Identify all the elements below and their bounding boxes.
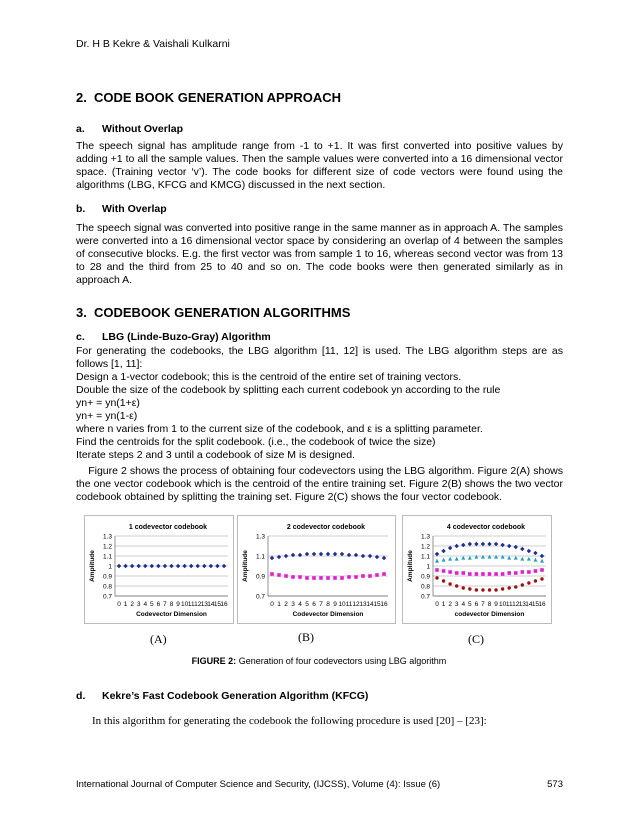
data-point-diamond xyxy=(189,564,193,568)
data-point-square xyxy=(291,575,295,579)
subsection-title: With Overlap xyxy=(102,203,167,215)
y-axis-label: Amplitude xyxy=(89,550,96,582)
y-tick-label: 1.1 xyxy=(255,553,265,561)
data-point-diamond xyxy=(319,552,323,556)
data-point-square xyxy=(540,568,544,572)
data-point-square xyxy=(319,576,323,580)
chart-title: 2 codevector codebook xyxy=(286,524,366,531)
section-2-heading xyxy=(76,90,341,105)
data-point-triangle xyxy=(435,559,439,563)
data-point-diamond xyxy=(209,564,213,568)
data-point-diamond xyxy=(196,564,200,568)
subsection-label: d. xyxy=(76,690,86,702)
data-point-square xyxy=(382,572,386,576)
data-point-diamond xyxy=(222,564,226,568)
caption-text: Generation of four codevectors using LBG algorithm xyxy=(236,656,447,666)
subsection-label: a. xyxy=(76,123,85,135)
x-tick-label: 15 xyxy=(373,601,381,608)
x-tick-label: 2 xyxy=(130,601,134,608)
data-point-circle xyxy=(494,588,497,591)
subsection-title: Kekre’s Fast Codebook Generation Algorithm (KFCG) xyxy=(102,690,369,702)
data-point-diamond xyxy=(520,547,524,551)
data-point-diamond xyxy=(481,542,485,546)
x-tick-label: 12 xyxy=(512,601,520,608)
x-tick-label: 7 xyxy=(163,601,167,608)
data-point-square xyxy=(494,572,498,576)
figure-description-paragraph: Figure 2 shows the process of obtaining four codevectors using the LBG algorithm. Figure 2(A) shows the one vector codebook which is the centroid of the entire training set. Figure 2(B) shows the two vector codebook obtained by splitting the training set. Figure 2(C) shows the four vector codebook. xyxy=(76,465,566,503)
data-point-diamond xyxy=(441,549,445,553)
data-point-diamond xyxy=(382,556,386,560)
data-point-diamond xyxy=(454,544,458,548)
y-tick-label: 0.8 xyxy=(420,583,430,591)
figure-caption xyxy=(0,656,638,666)
data-point-diamond xyxy=(527,549,531,553)
data-point-square xyxy=(448,570,452,574)
data-point-diamond xyxy=(340,552,344,556)
data-point-triangle xyxy=(488,555,492,559)
y-tick-label: 0.7 xyxy=(255,593,265,601)
chart-1-codevector xyxy=(85,516,233,623)
data-point-diamond xyxy=(156,564,160,568)
data-point-square xyxy=(277,573,281,577)
section-3c-paragraph: For generating the codebooks, the LBG algorithm [11, 12] is used. The LBG algorithm steps are as follows [1, 11]: xyxy=(76,345,563,370)
data-point-square xyxy=(312,576,316,580)
figure-label-c: (C) xyxy=(468,632,484,646)
data-point-triangle xyxy=(533,558,537,562)
x-tick-label: 4 xyxy=(298,601,302,608)
data-point-diamond xyxy=(284,554,288,558)
data-point-diamond xyxy=(533,551,537,555)
x-tick-label: 9 xyxy=(494,601,498,608)
data-point-diamond xyxy=(202,564,206,568)
data-point-square xyxy=(347,575,351,579)
y-tick-label: 1.2 xyxy=(420,543,430,551)
y-tick-label: 0.7 xyxy=(420,593,430,601)
data-point-circle xyxy=(521,583,524,586)
data-point-triangle xyxy=(494,555,498,559)
data-point-square xyxy=(270,572,274,576)
x-tick-label: 7 xyxy=(319,601,323,608)
section-2b-paragraph: The speech signal was converted into positive range in the same manner as in approach A. The samples were converted into a 16 dimensional vector space by considering an overlap of 4 between the samples of consecutive blocks. E.g. the first vector was from sample 1 to 16, whereas second vector was from 13 to 28 and the third from 25 to 40 and so on. The code books were then generated similarly as in approach A. xyxy=(76,222,563,286)
data-point-diamond xyxy=(123,564,127,568)
data-point-triangle xyxy=(481,555,485,559)
data-point-triangle xyxy=(520,557,524,561)
x-tick-label: 16 xyxy=(538,601,546,608)
x-tick-label: 1 xyxy=(123,601,128,608)
y-tick-label: 1.3 xyxy=(102,533,112,541)
data-point-circle xyxy=(448,582,451,585)
data-point-square xyxy=(340,576,344,580)
data-point-square xyxy=(534,569,538,573)
x-tick-label: 11 xyxy=(505,601,513,608)
chart-2-codevector xyxy=(238,516,395,623)
subsection-label: b. xyxy=(76,203,86,215)
y-tick-label: 1 xyxy=(108,563,112,571)
y-tick-label: 0.7 xyxy=(102,593,112,601)
algorithm-step: Double the size of the codebook by splitting each current codebook yn according to the rule xyxy=(76,384,501,396)
subsection-title: Without Overlap xyxy=(102,123,183,135)
data-point-diamond xyxy=(500,543,504,547)
data-point-diamond xyxy=(435,552,439,556)
data-point-diamond xyxy=(361,554,365,558)
data-point-triangle xyxy=(514,556,518,560)
subsection-2b-heading xyxy=(76,203,167,215)
x-tick-label: 10 xyxy=(499,601,507,608)
figure-label-b: (B) xyxy=(298,630,314,644)
data-point-diamond xyxy=(514,545,518,549)
x-tick-label: 3 xyxy=(454,601,459,608)
algorithm-step: yn+ = yn(1-ε) xyxy=(76,410,138,422)
x-tick-label: 8 xyxy=(169,601,174,608)
x-tick-label: 13 xyxy=(359,601,367,608)
data-point-diamond xyxy=(130,564,134,568)
y-tick-label: 0.9 xyxy=(255,573,265,581)
data-point-diamond xyxy=(136,564,140,568)
section-title: CODEBOOK GENERATION ALGORITHMS xyxy=(94,305,351,320)
data-point-triangle xyxy=(527,557,531,561)
x-tick-label: 3 xyxy=(136,601,141,608)
x-tick-label: 9 xyxy=(176,601,180,608)
y-tick-label: 1.2 xyxy=(102,543,112,551)
data-point-diamond xyxy=(143,564,147,568)
x-tick-label: 14 xyxy=(525,601,533,608)
data-point-diamond xyxy=(494,542,498,546)
x-tick-label: 3 xyxy=(291,601,295,608)
data-point-circle xyxy=(462,586,465,589)
algorithm-step: Find the centroids for the split codebook. (i.e., the codebook of twice the size) xyxy=(76,436,436,448)
x-tick-label: 7 xyxy=(481,601,485,608)
data-point-triangle xyxy=(461,556,465,560)
data-point-square xyxy=(507,571,511,575)
figure-2b-chart xyxy=(237,515,396,624)
data-point-circle xyxy=(435,576,438,579)
x-tick-label: 1 xyxy=(277,601,281,608)
data-point-circle xyxy=(442,579,445,582)
caption-label: FIGURE 2: xyxy=(191,656,237,666)
data-point-square xyxy=(298,575,302,579)
data-point-triangle xyxy=(455,557,459,561)
page-number: 573 xyxy=(547,779,563,790)
x-tick-label: 14 xyxy=(366,601,374,608)
y-tick-label: 0.9 xyxy=(102,573,112,581)
data-point-diamond xyxy=(468,542,472,546)
data-point-diamond xyxy=(540,554,544,558)
data-point-triangle xyxy=(448,557,452,561)
x-tick-label: 8 xyxy=(326,601,330,608)
data-point-diamond xyxy=(375,555,379,559)
x-tick-label: 5 xyxy=(468,601,472,608)
x-tick-label: 2 xyxy=(448,601,452,608)
data-point-square xyxy=(481,572,485,576)
data-point-circle xyxy=(455,584,458,587)
x-tick-label: 5 xyxy=(150,601,154,608)
data-point-square xyxy=(488,572,492,576)
chart-title: 4 codevector codebook xyxy=(446,524,526,531)
section-number: 3. xyxy=(76,305,87,320)
y-tick-label: 1.3 xyxy=(255,533,265,541)
data-point-triangle xyxy=(501,555,505,559)
subsection-3c-heading xyxy=(76,331,271,343)
x-tick-label: 5 xyxy=(305,601,309,608)
x-tick-label: 15 xyxy=(213,601,222,608)
chart-4-codevector xyxy=(403,516,551,623)
section-3-heading xyxy=(76,305,350,320)
data-point-circle xyxy=(527,581,530,584)
data-point-square xyxy=(375,573,379,577)
chart-title: 1 codevector codebook xyxy=(128,524,208,531)
x-tick-label: 11 xyxy=(187,601,195,608)
x-tick-label: 14 xyxy=(207,601,215,608)
x-tick-label: 4 xyxy=(143,601,148,608)
data-point-square xyxy=(368,574,372,578)
data-point-square xyxy=(527,570,531,574)
data-point-circle xyxy=(507,586,510,589)
y-tick-label: 1.1 xyxy=(420,553,430,561)
algorithm-step: Design a 1-vector codebook; this is the centroid of the entire set of training vectors. xyxy=(76,371,462,383)
subsection-2a-heading xyxy=(76,123,183,135)
data-point-square xyxy=(333,576,337,580)
data-point-diamond xyxy=(347,553,351,557)
figure-2a-chart xyxy=(84,515,234,624)
x-tick-label: 1 xyxy=(441,601,446,608)
data-point-square xyxy=(461,571,465,575)
data-point-triangle xyxy=(540,559,544,563)
x-tick-label: 4 xyxy=(461,601,466,608)
subsection-label: c. xyxy=(76,331,85,343)
data-point-diamond xyxy=(176,564,180,568)
x-tick-label: 9 xyxy=(333,601,337,608)
algorithm-step: Iterate steps 2 and 3 until a codebook of size M is designed. xyxy=(76,449,356,461)
x-tick-label: 2 xyxy=(284,601,288,608)
subsection-3d-heading xyxy=(76,690,368,702)
data-point-square xyxy=(514,571,518,575)
data-point-circle xyxy=(534,579,537,582)
x-tick-label: 0 xyxy=(117,601,121,608)
data-point-triangle xyxy=(442,558,446,562)
data-point-square xyxy=(442,569,446,573)
x-tick-label: 11 xyxy=(345,601,353,608)
data-point-square xyxy=(361,574,365,578)
data-point-diamond xyxy=(270,556,274,560)
y-tick-label: 1.1 xyxy=(102,553,112,561)
x-tick-label: 12 xyxy=(352,601,360,608)
data-point-diamond xyxy=(117,564,121,568)
running-header: Dr. H B Kekre & Vaishali Kulkarni xyxy=(76,38,230,50)
y-tick-label: 1.3 xyxy=(420,533,430,541)
x-tick-label: 13 xyxy=(518,601,526,608)
data-point-square xyxy=(455,571,459,575)
data-point-diamond xyxy=(368,554,372,558)
data-point-circle xyxy=(468,587,471,590)
algorithm-steps xyxy=(76,371,563,462)
section-title: CODE BOOK GENERATION APPROACH xyxy=(94,90,342,105)
data-point-diamond xyxy=(354,553,358,557)
y-tick-label: 0.9 xyxy=(420,573,430,581)
data-point-diamond xyxy=(333,552,337,556)
data-point-diamond xyxy=(277,555,281,559)
data-point-circle xyxy=(540,577,543,580)
section-2a-paragraph: The speech signal has amplitude range from -1 to +1. It was first converted into positive values by adding +1 to all the sample values. Then the sample values were converted into a 16 dimensional vector space. (Training vector ‘v’). The code books for different size of code vectors were found using the algorithms (LBG, KFCG and KMCG) discussed in the next section. xyxy=(76,140,563,191)
data-point-circle xyxy=(514,585,517,588)
page-footer xyxy=(76,779,563,790)
data-point-triangle xyxy=(468,556,472,560)
algorithm-step: where n varies from 1 to the current size of the codebook, and ε is a splitting parameter. xyxy=(76,423,483,435)
data-point-circle xyxy=(501,587,504,590)
data-point-circle xyxy=(488,588,491,591)
x-axis-label: Codevector Dimension xyxy=(292,611,364,618)
data-point-diamond xyxy=(474,542,478,546)
x-axis-label: Codevector Dimension xyxy=(136,611,207,618)
data-point-square xyxy=(284,574,288,578)
data-point-square xyxy=(305,576,309,580)
x-tick-label: 0 xyxy=(435,601,439,608)
x-tick-label: 16 xyxy=(380,601,388,608)
data-point-diamond xyxy=(312,552,316,556)
x-tick-label: 6 xyxy=(312,601,316,608)
figure-2c-chart xyxy=(402,515,552,624)
data-point-diamond xyxy=(326,552,330,556)
data-point-square xyxy=(326,576,330,580)
data-point-diamond xyxy=(305,552,309,556)
data-point-triangle xyxy=(474,555,478,559)
y-axis-label: Amplitude xyxy=(242,550,249,582)
data-point-diamond xyxy=(150,564,154,568)
x-tick-label: 12 xyxy=(194,601,202,608)
footer-journal: International Journal of Computer Science and Security, (IJCSS), Volume (4): Issue (6) xyxy=(76,779,441,790)
data-point-triangle xyxy=(507,556,511,560)
x-tick-label: 0 xyxy=(270,601,274,608)
x-tick-label: 6 xyxy=(474,601,479,608)
data-point-diamond xyxy=(507,544,511,548)
x-tick-label: 8 xyxy=(487,601,492,608)
x-tick-label: 15 xyxy=(531,601,540,608)
y-axis-label: Amplitude xyxy=(407,550,414,582)
data-point-diamond xyxy=(448,546,452,550)
x-tick-label: 13 xyxy=(200,601,208,608)
data-point-diamond xyxy=(163,564,167,568)
x-tick-label: 10 xyxy=(338,601,346,608)
data-point-square xyxy=(501,572,505,576)
data-point-circle xyxy=(475,588,478,591)
algorithm-step: yn+ = yn(1+ε) xyxy=(76,397,140,409)
x-tick-label: 16 xyxy=(220,601,228,608)
data-point-square xyxy=(468,572,472,576)
data-point-square xyxy=(521,570,525,574)
x-axis-label: codevector Dimension xyxy=(454,611,525,618)
data-point-square xyxy=(354,575,358,579)
data-point-diamond xyxy=(182,564,186,568)
subsection-title: LBG (Linde-Buzo-Gray) Algorithm xyxy=(102,331,271,343)
y-tick-label: 1 xyxy=(426,563,430,571)
data-point-diamond xyxy=(298,553,302,557)
figure-label-a: (A) xyxy=(150,632,167,646)
data-point-circle xyxy=(481,588,484,591)
data-point-diamond xyxy=(461,543,465,547)
data-point-square xyxy=(435,568,439,572)
section-3d-paragraph: In this algorithm for generating the codebook the following procedure is used [20] – [23]: xyxy=(92,715,487,727)
data-point-diamond xyxy=(169,564,173,568)
x-tick-label: 6 xyxy=(156,601,161,608)
data-point-diamond xyxy=(487,542,491,546)
section-number: 2. xyxy=(76,90,87,105)
x-tick-label: 10 xyxy=(181,601,189,608)
y-tick-label: 0.8 xyxy=(102,583,112,591)
data-point-diamond xyxy=(215,564,219,568)
data-point-square xyxy=(475,572,479,576)
data-point-diamond xyxy=(291,553,295,557)
